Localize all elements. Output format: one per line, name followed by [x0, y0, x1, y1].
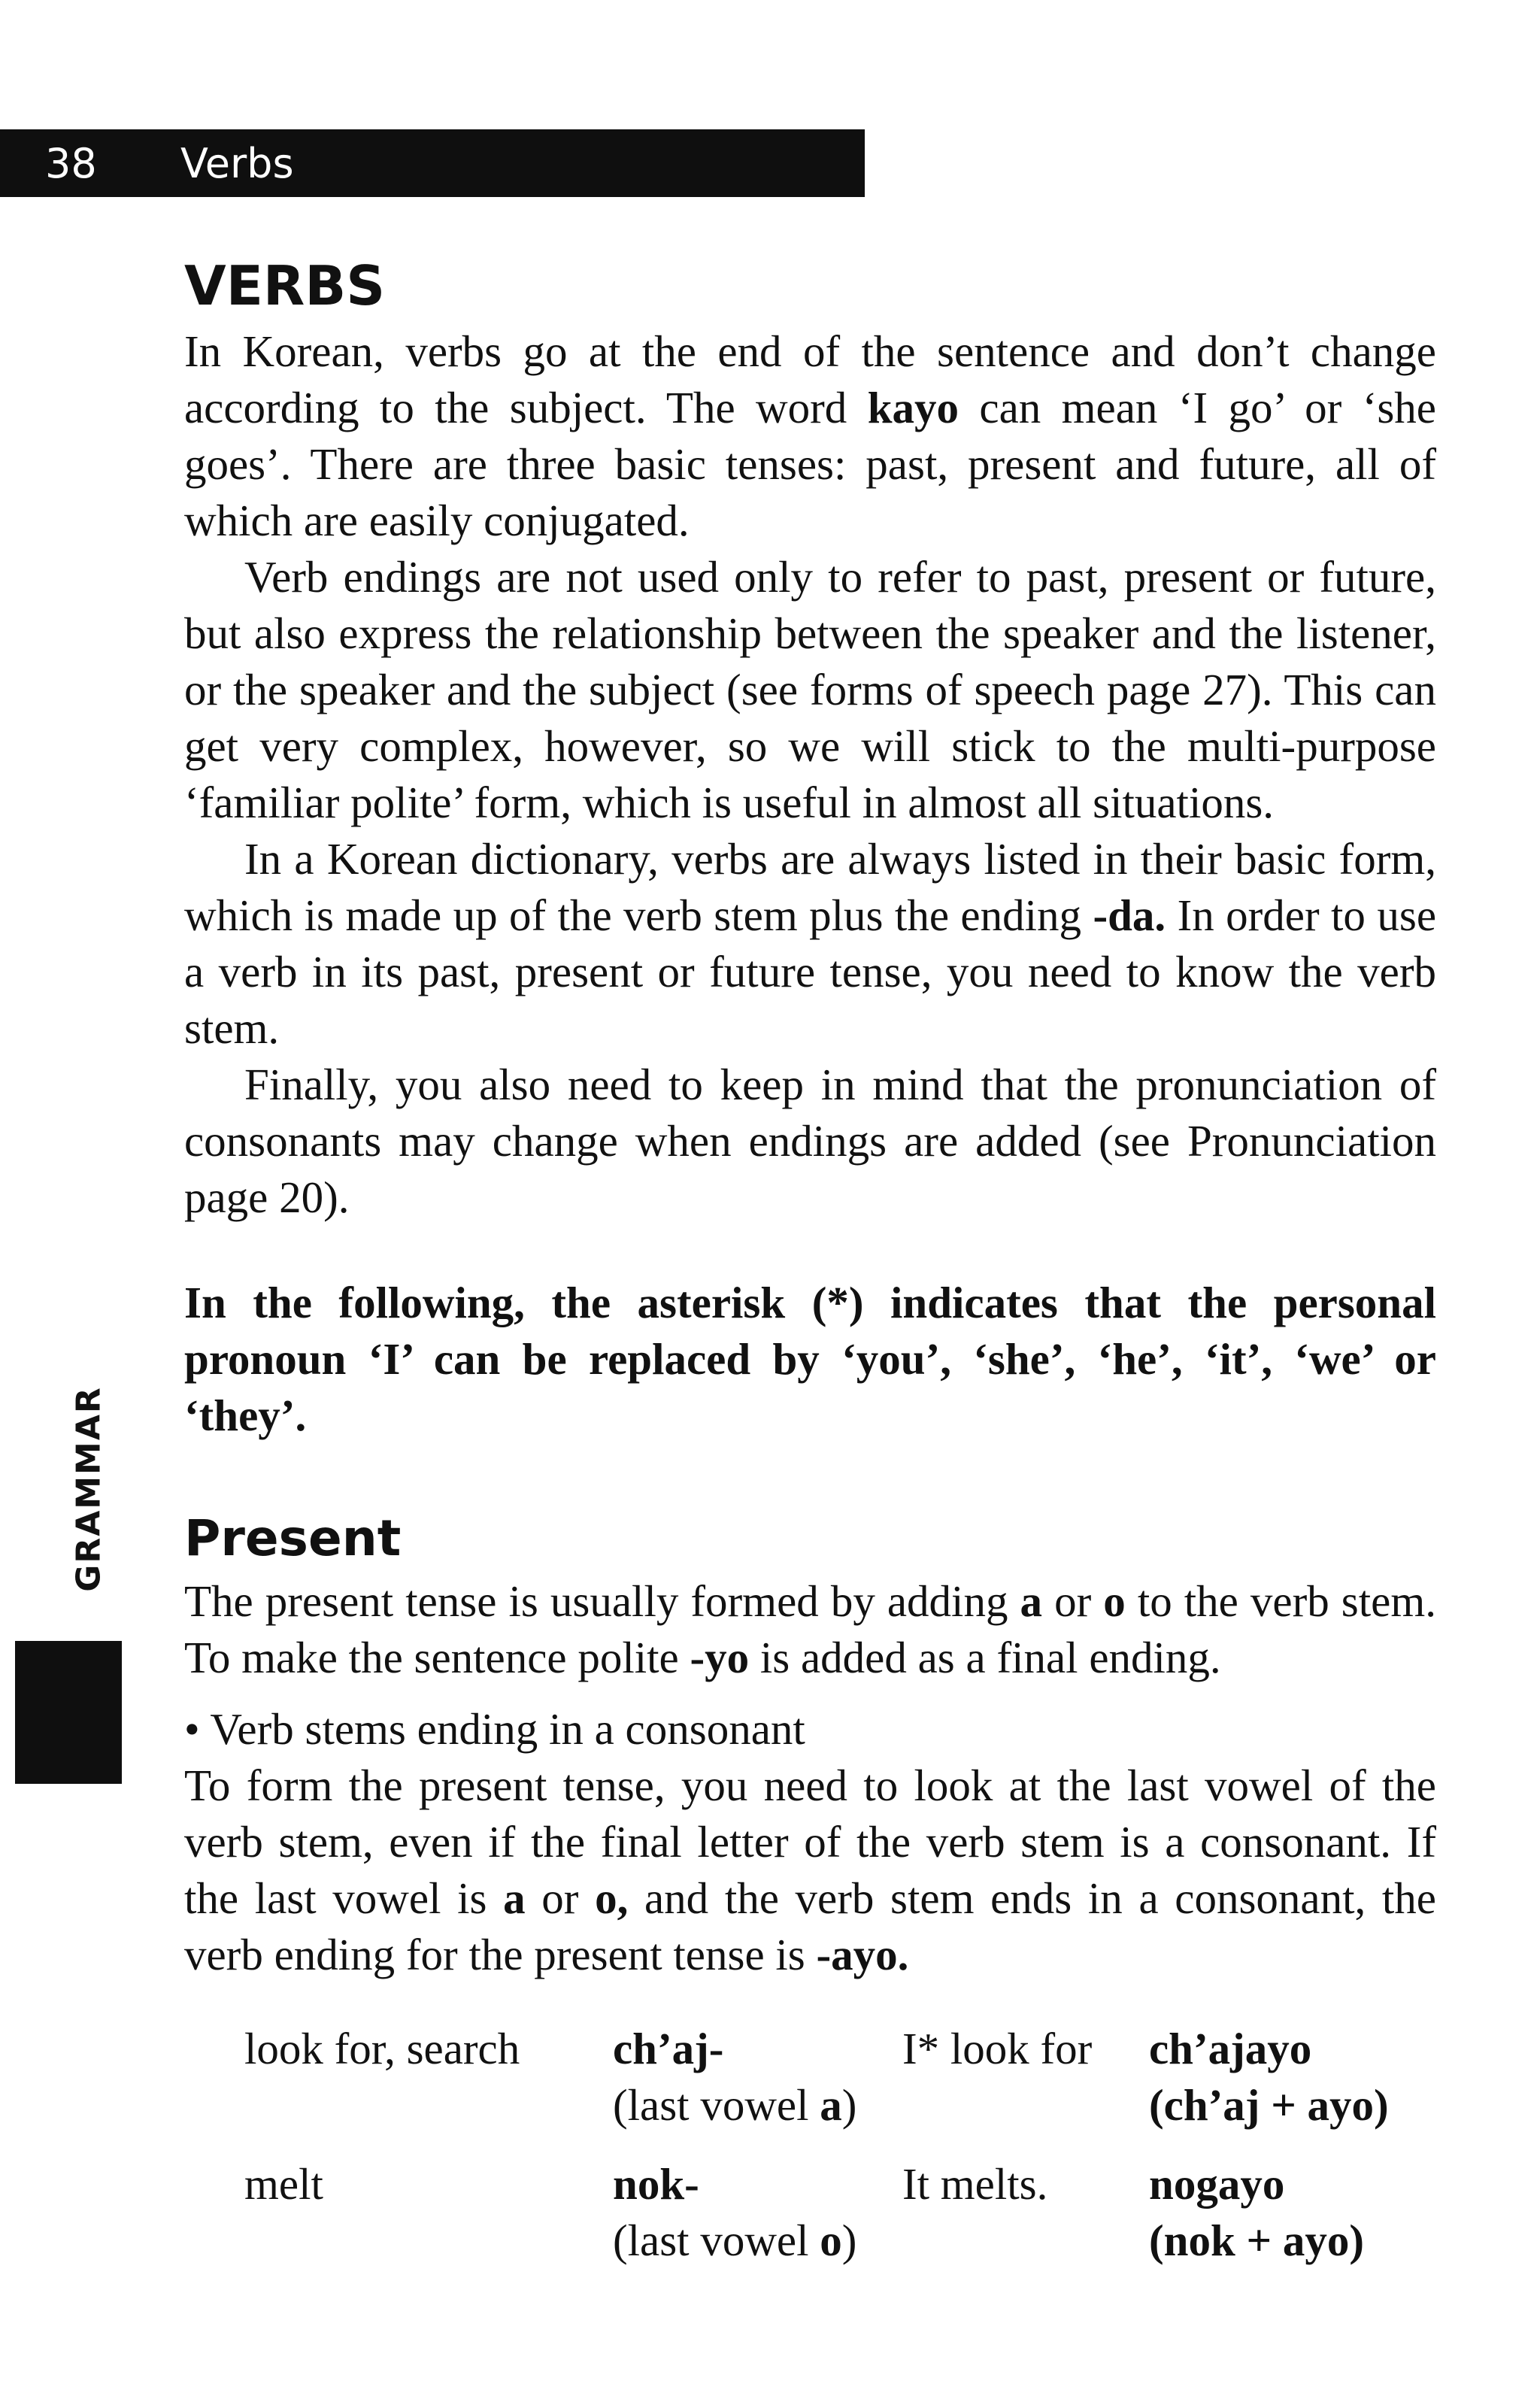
example-form — [1149, 2156, 1364, 2269]
example-sentence: It melts. — [902, 2159, 1048, 2209]
korean-term: -ayo. — [816, 1930, 909, 1979]
stem-vowel: a — [820, 2080, 842, 2130]
note-text: In the following, the asterisk (*) indicates that the personal pronoun ‘I’ can be replaced by ‘you’, ‘she’, ‘he’, ‘it’, ‘we’ or ‘they’. — [184, 1278, 1436, 1440]
header-bar — [0, 129, 865, 197]
korean-term: -yo — [690, 1633, 750, 1682]
text: To form the present tense, you need to look at the last vowel of the verb stem, even if the final letter of the verb stem is a consonant. If the last vowel is — [184, 1761, 1436, 1923]
section-tab — [44, 1361, 134, 1617]
stem-note-close: ) — [841, 2080, 857, 2130]
example-sentence: I* look for — [902, 2024, 1093, 2073]
korean-term: a — [503, 1873, 526, 1923]
section-tab-label: GRAMMAR — [69, 1386, 108, 1592]
asterisk-note — [184, 1275, 1436, 1444]
example-english: melt — [244, 2159, 323, 2209]
stem-note: (last vowel — [613, 2215, 820, 2265]
form-breakdown: (ch’aj + ayo) — [1149, 2080, 1389, 2130]
text: The present tense is usually formed by adding — [184, 1576, 1020, 1626]
conjugated-form: ch’ajayo — [1149, 2024, 1312, 2073]
verb-stem: ch’aj- — [613, 2024, 724, 2073]
conjugated-form: nogayo — [1149, 2159, 1285, 2209]
stem-note-close: ) — [841, 2215, 857, 2265]
chapter-heading: VERBS — [184, 254, 386, 317]
page-content — [184, 248, 1436, 2269]
bullet-item — [184, 1701, 1436, 1758]
text: In Korean, verbs go at the end of the sentence and don’t change according to the subject. The word — [184, 326, 1436, 432]
paragraph-intro — [184, 323, 1436, 549]
paragraph-pronunciation: Finally, you also need to keep in mind that the pronunciation of consonants may change when endings are added (see Pronunciation page 20). — [184, 1060, 1436, 1222]
example-stem — [613, 2156, 856, 2269]
paragraph-present-intro — [184, 1573, 1436, 1686]
paragraph-verb-endings: Verb endings are not used only to refer to past, present or future, but also express the relationship between the speaker and the listener, or the speaker and the subject (see forms of speech page 27). This can get very complex, however, so we will stick to the multi-purpose ‘familiar polite’ form, which is useful in almost all situations. — [184, 552, 1436, 827]
example-form — [1149, 2021, 1389, 2134]
running-header-title: Verbs — [180, 140, 294, 187]
section-thumb-block — [15, 1641, 122, 1784]
text: In a Korean dictionary, verbs are always listed in their basic form, which is made up of the verb stem plus the ending — [184, 834, 1436, 940]
example-english: look for, search — [244, 2024, 520, 2073]
example-row — [184, 2156, 1436, 2269]
korean-term: kayo — [867, 383, 959, 432]
text: or — [1042, 1576, 1104, 1626]
example-stem — [613, 2021, 856, 2134]
page-number: 38 — [45, 140, 97, 187]
text: is added as a final ending. — [749, 1633, 1221, 1682]
paragraph-present-consonant — [184, 1758, 1436, 1983]
text: In order to use a verb in its past, present or future tense, you need to know the verb stem. — [184, 890, 1437, 1053]
stem-vowel: o — [820, 2215, 842, 2265]
bullet-text: Verb stems ending in a consonant — [210, 1704, 805, 1754]
section-heading-present: Present — [184, 1509, 402, 1567]
stem-note: (last vowel — [613, 2080, 820, 2130]
paragraph-dictionary — [184, 831, 1436, 1057]
korean-term: o, — [595, 1873, 629, 1923]
text: and the verb stem ends in a consonant, the verb ending for the present tense is — [184, 1873, 1436, 1979]
example-row — [184, 2021, 1436, 2134]
text: to the verb stem. To make the sentence polite — [184, 1576, 1436, 1682]
korean-term: o — [1103, 1576, 1126, 1626]
bullet-icon: • — [184, 1704, 200, 1754]
korean-term: a — [1020, 1576, 1043, 1626]
example-table — [184, 2021, 1436, 2269]
korean-term: -da. — [1093, 890, 1166, 940]
verb-stem: nok- — [613, 2159, 699, 2209]
form-breakdown: (nok + ayo) — [1149, 2215, 1365, 2265]
text: or — [525, 1873, 596, 1923]
text: can mean ‘I go’ or ‘she goes’. There are three basic tenses: past, present and future, all of which are easily conjugated. — [184, 383, 1436, 545]
